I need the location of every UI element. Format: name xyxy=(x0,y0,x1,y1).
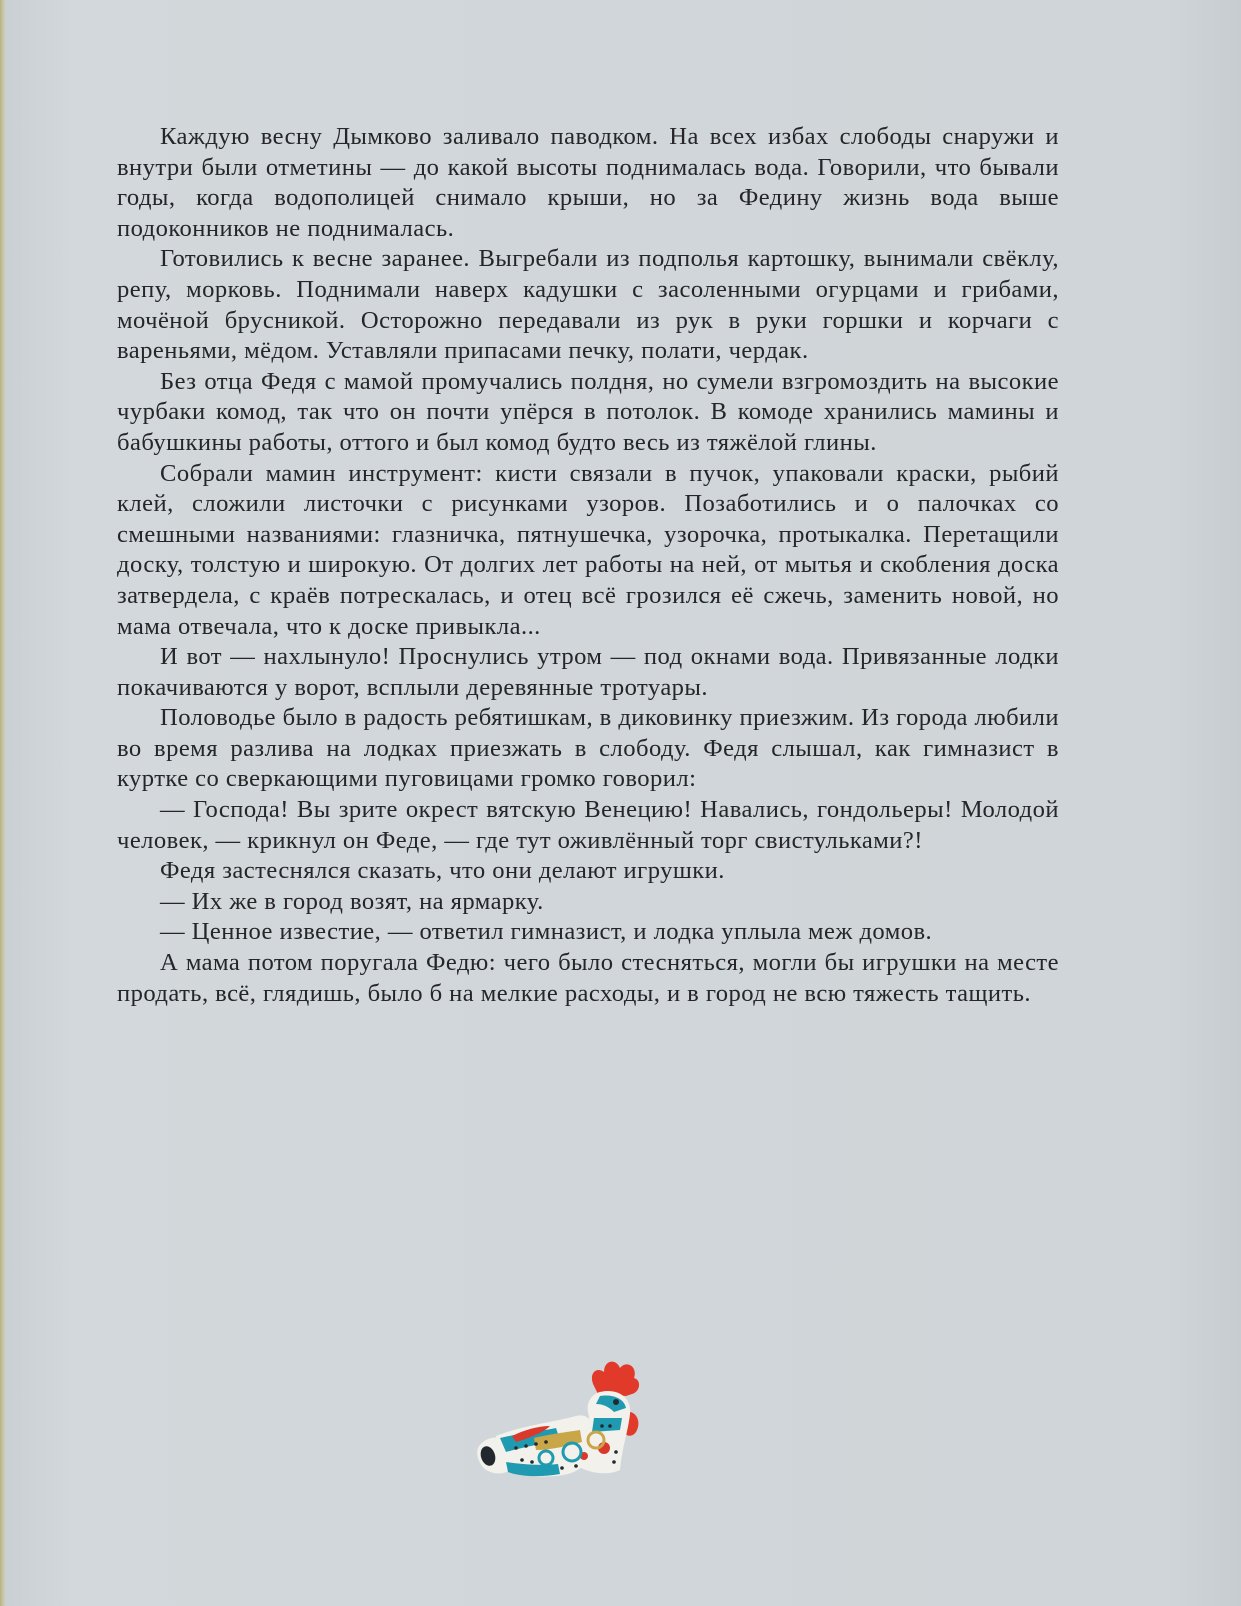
paragraph-5: И вот — нахлынуло! Проснулись утром — под окнами вода. Привязанные лодки покачиваются у ворот, всплыли деревянные тротуары. xyxy=(117,643,1059,701)
paragraph-10: — Ценное известие, — ответил гимназист, и лодка уплыла меж домов. xyxy=(160,918,933,946)
paragraph-4: Собрали мамин инструмент: кисти связали в пучок, упаковали краски, рыбий клей, сложили листочки с рисунками узоров. Позаботились и о палочках со смешными названиями: глазничка, пятнушечка, узорочка, протыкалка. Перетащили доску, толстую и широкую. От долгих лет работы на ней, от мытья и скобления доска затвердела, с краёв потрескалась, и отец всё грозился её сжечь, заменить новой, но мама отвечала, что к доске привыкла... xyxy=(117,459,1059,640)
paragraph-1: Каждую весну Дымково заливало паводком. На всех избах слободы снаружи и внутри были отметины — до какой высоты поднималась вода. Говорили, что бывали годы, когда водополицей снимало крыши, но за Федину жизнь вода выше подоконников не поднималась. xyxy=(117,123,1059,242)
paragraph-11: А мама потом поругала Федю: чего было стесняться, могли бы игрушки на месте продать, всё, глядишь, было б на мелкие расходы, и в город не всю тяжесть тащить. xyxy=(117,949,1059,1007)
paragraph-6: Половодье было в радость ребятишкам, в диковинку приезжим. Из города любили во время разлива на лодках приезжать в слободу. Федя слышал, как гимназист в куртке со сверкающими пуговицами громко говорил: xyxy=(117,704,1059,793)
paragraph-3: Без отца Федя с мамой промучались полдня, но сумели взгромоздить на высокие чурбаки комод, так что он почти упёрся в потолок. В комоде хранились мамины и бабушкины работы, оттого и был комод будто весь из тяжёлой глины. xyxy=(117,367,1059,456)
paragraph-8: Федя застеснялся сказать, что они делают игрушки. xyxy=(160,857,725,885)
paragraph-2: Готовились к весне заранее. Выгребали из подполья картошку, вынимали свёклу, репу, морковь. Поднимали наверх кадушки с засоленными огурцами и грибами, мочёной брусникой. Осторожно передавали из рук в руки горшки и корчаги с вареньями, мёдом. Уставляли припасами печку, полати, чердак. xyxy=(117,245,1059,365)
page-left-edge xyxy=(0,0,6,1606)
paragraph-7: — Господа! Вы зрите окрест вятскую Венецию! Навались, гондольеры! Молодой человек, — крикнул он Феде, — где тут оживлённый торг свистульками?! xyxy=(117,796,1059,854)
paragraph-9: — Их же в город возят, на ярмарку. xyxy=(160,887,544,915)
story-text xyxy=(117,122,1059,1009)
dymkovo-rooster-whistle-icon xyxy=(476,1352,656,1497)
